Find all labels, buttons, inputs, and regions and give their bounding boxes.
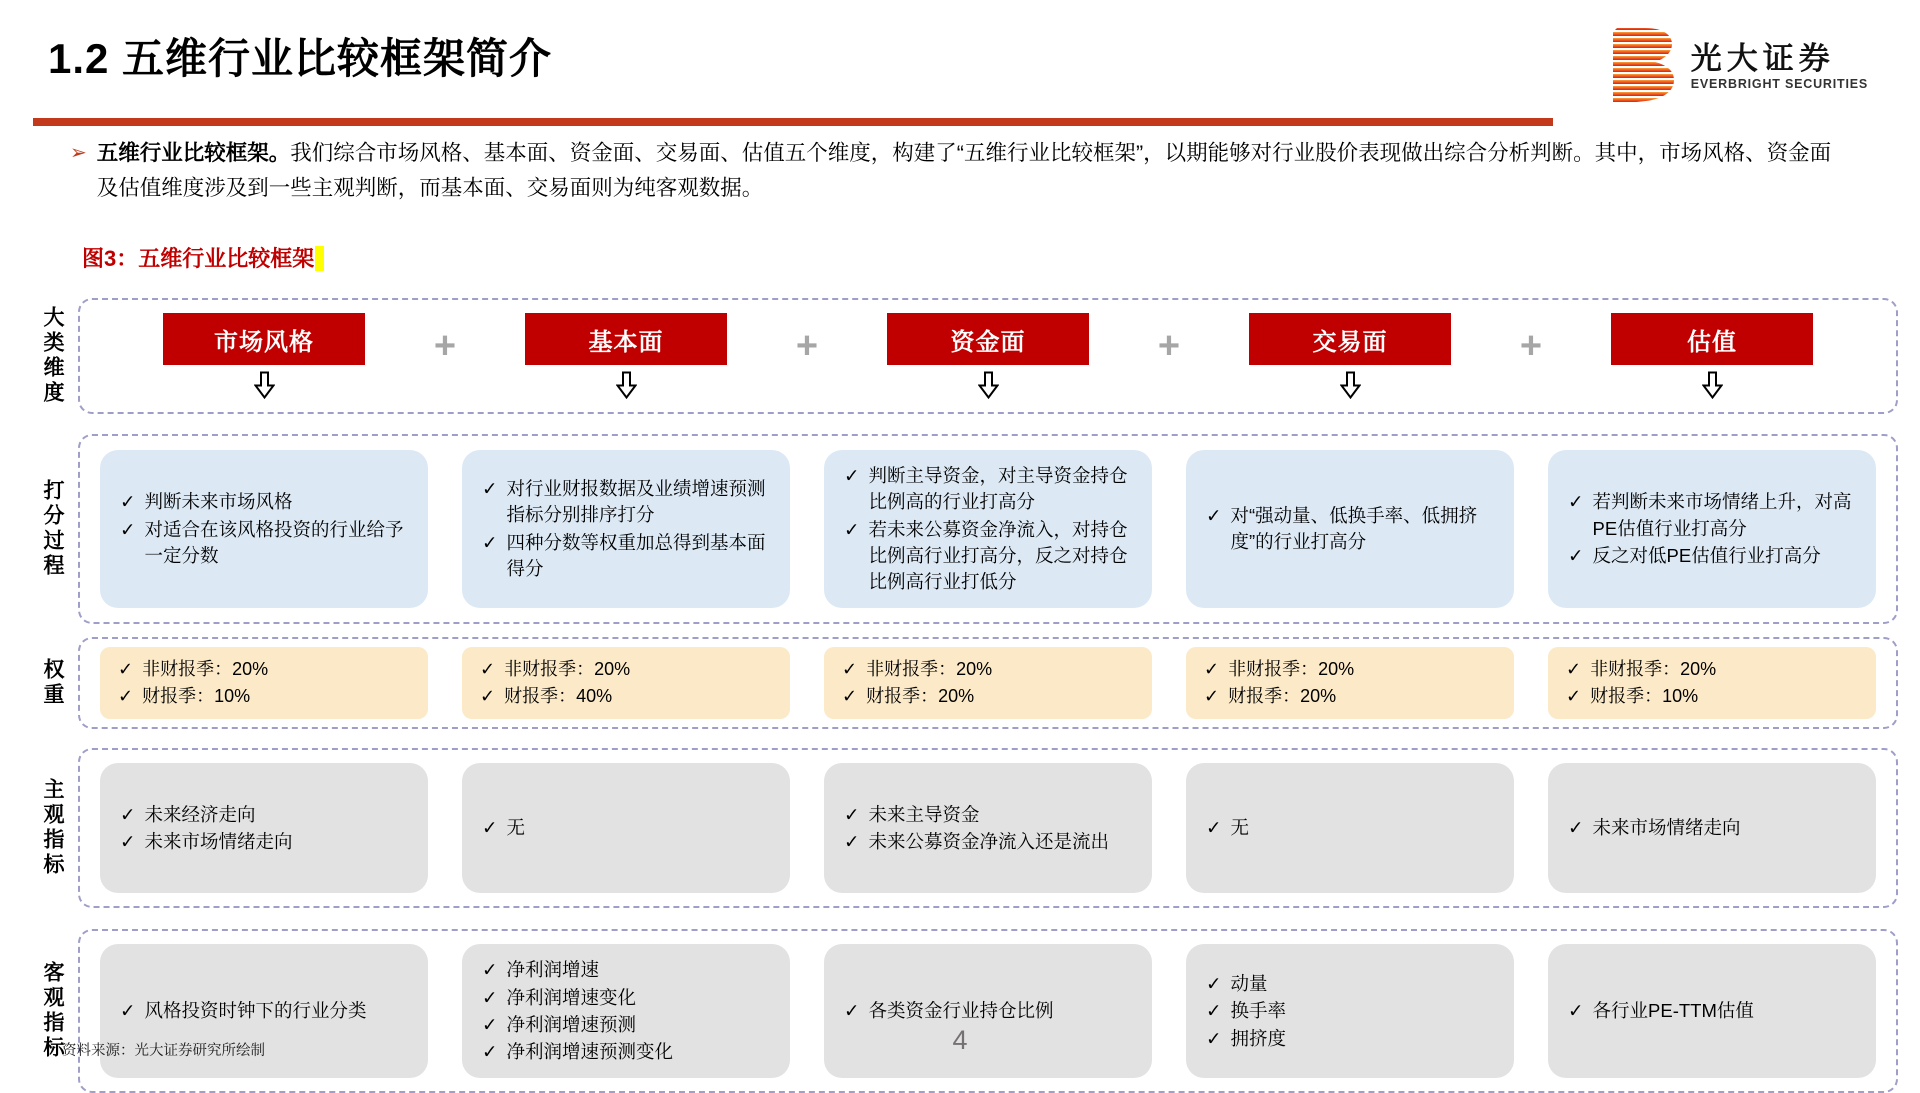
plus-separator: + (433, 325, 457, 367)
check-icon: ✓ (844, 465, 860, 486)
weight-item (842, 684, 1134, 710)
scoring-item (1568, 543, 1856, 569)
check-icon: ✓ (482, 478, 498, 500)
weight-card (1548, 647, 1876, 719)
check-icon: ✓ (1204, 685, 1220, 706)
subjective-list (1206, 814, 1494, 842)
weight-card (462, 647, 790, 719)
weight-container (78, 637, 1898, 729)
subjective-item (844, 829, 1132, 855)
scoring-card (1186, 450, 1514, 608)
weight-item (1566, 657, 1858, 683)
objective-list (1568, 997, 1856, 1025)
objective-text: 换手率 (1230, 1000, 1287, 1022)
figure-caption-text: 图3：五维行业比较框架 (82, 246, 315, 271)
dimension-cell (100, 313, 428, 404)
dimension-cell (433, 313, 790, 404)
subjective-item (120, 829, 408, 855)
row-label-scoring: 打分过程 (41, 479, 64, 580)
check-icon: ✓ (480, 659, 496, 680)
scoring-text: 对行业财报数据及业绩增速预测指标分别排序打分 (506, 478, 766, 526)
check-icon: ✓ (1206, 973, 1222, 995)
scoring-item (844, 517, 1132, 596)
plus-separator: + (1519, 325, 1543, 367)
check-icon: ✓ (1566, 659, 1582, 680)
objective-item (844, 998, 1132, 1024)
weight-text: 非财报季：20% (866, 659, 993, 680)
objective-text: 净利润增速预测 (506, 1013, 637, 1035)
check-icon: ✓ (1206, 1000, 1222, 1022)
objective-card (462, 944, 790, 1078)
subjective-text: 未来市场情绪走向 (1592, 817, 1741, 839)
down-arrow-icon (978, 371, 999, 404)
scoring-item (844, 463, 1132, 516)
check-icon: ✓ (120, 518, 136, 540)
check-icon: ✓ (120, 803, 136, 825)
check-icon: ✓ (842, 659, 858, 680)
dimension-cell (795, 313, 1152, 404)
objective-list (120, 997, 408, 1025)
weight-text: 非财报季：20% (1590, 659, 1717, 680)
plus-separator: + (795, 325, 819, 367)
weight-text: 财报季：10% (142, 685, 251, 706)
check-icon: ✓ (120, 1000, 136, 1022)
subjective-card (100, 763, 428, 893)
subjective-item (1206, 815, 1494, 841)
subjective-text: 未来市场情绪走向 (144, 830, 293, 852)
dimension-header: 交易面 (1249, 313, 1451, 365)
weight-list (480, 656, 772, 710)
weight-item (480, 657, 772, 683)
scoring-text: 若判断未来市场情绪上升，对高PE估值行业打高分 (1592, 491, 1852, 539)
dimension-header: 估值 (1611, 313, 1813, 365)
scoring-text: 对适合在该风格投资的行业给予一定分数 (144, 518, 404, 566)
check-icon: ✓ (1206, 1027, 1222, 1049)
weight-list (842, 656, 1134, 710)
page-number: 4 (952, 1025, 968, 1055)
subjective-item (1568, 815, 1856, 841)
weight-item (118, 657, 410, 683)
down-arrow-icon (254, 371, 275, 404)
scoring-card (100, 450, 428, 608)
framework-diagram (26, 298, 1898, 1093)
weight-item (842, 657, 1134, 683)
check-icon: ✓ (1568, 491, 1584, 513)
scoring-list (1568, 488, 1856, 570)
check-icon: ✓ (844, 518, 860, 540)
check-icon: ✓ (1566, 685, 1582, 706)
check-icon: ✓ (1204, 659, 1220, 680)
check-icon: ✓ (482, 1041, 498, 1063)
scoring-list (482, 475, 770, 583)
scoring-text: 若未来公募资金净流入，对持仓比例高行业打高分，反之对持仓比例高行业打低分 (868, 518, 1128, 593)
scoring-card (462, 450, 790, 608)
objective-text: 净利润增速 (506, 959, 600, 981)
weight-card (100, 647, 428, 719)
objective-card (1186, 944, 1514, 1078)
row-scoring (26, 434, 1898, 624)
row-label-dimensions: 大类维度 (41, 306, 64, 406)
objective-card (824, 944, 1152, 1078)
scoring-item (1206, 503, 1494, 556)
page-title: 1.2 五维行业比较框架简介 (48, 35, 553, 82)
objective-text: 净利润增速变化 (506, 986, 637, 1008)
check-icon: ✓ (120, 491, 136, 513)
objective-text: 各行业PE-TTM估值 (1592, 1000, 1754, 1022)
row-objective (26, 929, 1898, 1093)
down-arrow-icon (1340, 371, 1361, 404)
weight-item (1566, 684, 1858, 710)
intro-lead: 五维行业比较框架。 (96, 141, 291, 165)
weight-item (480, 684, 772, 710)
row-label-weight: 权重 (41, 658, 64, 709)
scoring-container (78, 434, 1898, 624)
objective-item (1206, 998, 1494, 1024)
check-icon: ✓ (1206, 817, 1222, 839)
bullet-arrow-icon: ➢ (70, 142, 87, 164)
objective-item (120, 998, 408, 1024)
subjective-container (78, 748, 1898, 908)
subjective-item (844, 802, 1132, 828)
subjective-text: 未来主导资金 (868, 803, 980, 825)
check-icon: ✓ (1206, 504, 1222, 526)
title-underline (33, 118, 1553, 126)
scoring-text: 判断未来市场风格 (144, 491, 293, 513)
scoring-text: 对“强动量、低换手率、低拥挤度”的行业打高分 (1230, 504, 1478, 553)
subjective-list (844, 801, 1132, 857)
check-icon: ✓ (120, 830, 136, 852)
row-label-objective: 客观指标 (41, 961, 64, 1062)
check-icon: ✓ (844, 1000, 860, 1022)
weight-list (1204, 656, 1496, 710)
scoring-text: 反之对低PE估值行业打高分 (1592, 544, 1821, 566)
company-logo (1611, 26, 1868, 106)
check-icon: ✓ (1568, 544, 1584, 566)
subjective-list (120, 801, 408, 857)
objective-item (482, 985, 770, 1011)
scoring-list (120, 488, 408, 570)
dimension-cell (1157, 313, 1514, 404)
objective-text: 净利润增速预测变化 (506, 1041, 674, 1063)
objective-item (1568, 998, 1856, 1024)
logo-name-cn: 光大证券 (1690, 41, 1835, 77)
subjective-list (482, 814, 770, 842)
subjective-text: 未来公募资金净流入还是流出 (868, 830, 1110, 852)
weight-item (1204, 657, 1496, 683)
subjective-text: 未来经济走向 (144, 803, 256, 825)
check-icon: ✓ (482, 986, 498, 1008)
scoring-list (844, 462, 1132, 596)
scoring-item (1568, 489, 1856, 542)
scoring-card (1548, 450, 1876, 608)
weight-list (1566, 656, 1858, 710)
plus-separator: + (1157, 325, 1181, 367)
check-icon: ✓ (1568, 1000, 1584, 1022)
objective-text: 各类资金行业持仓比例 (868, 1000, 1054, 1022)
subjective-text: 无 (1230, 817, 1250, 839)
check-icon: ✓ (1568, 817, 1584, 839)
objective-list (844, 997, 1132, 1025)
subjective-item (482, 815, 770, 841)
scoring-card (824, 450, 1152, 608)
scoring-item (120, 489, 408, 515)
subjective-card (824, 763, 1152, 893)
objective-item (1206, 971, 1494, 997)
dimension-header: 基本面 (525, 313, 727, 365)
weight-text: 财报季：20% (866, 685, 975, 706)
check-icon: ✓ (480, 685, 496, 706)
subjective-text: 无 (506, 817, 526, 839)
scoring-text: 四种分数等权重加总得到基本面得分 (506, 531, 766, 579)
scoring-item (482, 530, 770, 583)
weight-text: 财报季：10% (1590, 685, 1699, 706)
check-icon: ✓ (118, 659, 134, 680)
weight-list (118, 656, 410, 710)
subjective-item (120, 802, 408, 828)
check-icon: ✓ (482, 959, 498, 981)
dimension-cell (1519, 313, 1876, 404)
row-subjective (26, 748, 1898, 908)
row-label-subjective: 主观指标 (41, 778, 64, 879)
objective-text: 风格投资时钟下的行业分类 (144, 1000, 367, 1022)
down-arrow-icon (1702, 371, 1723, 404)
check-icon: ✓ (844, 803, 860, 825)
highlight-mark (315, 246, 324, 271)
weight-item (118, 684, 410, 710)
objective-container (78, 929, 1898, 1093)
check-icon: ✓ (482, 531, 498, 553)
check-icon: ✓ (844, 830, 860, 852)
scoring-item (482, 476, 770, 529)
intro-paragraph (70, 136, 1840, 206)
check-icon: ✓ (482, 817, 498, 839)
dimension-header: 市场风格 (163, 313, 365, 365)
weight-text: 非财报季：20% (504, 659, 631, 680)
scoring-text: 判断主导资金，对主导资金持仓比例高的行业打高分 (868, 465, 1128, 513)
row-dimensions (26, 298, 1898, 414)
check-icon: ✓ (482, 1013, 498, 1035)
weight-card (824, 647, 1152, 719)
source-note: 资料来源：光大证券研究所绘制 (62, 1043, 265, 1059)
dimension-header: 资金面 (887, 313, 1089, 365)
check-icon: ✓ (842, 685, 858, 706)
everbright-logo-icon (1611, 26, 1677, 106)
weight-item (1204, 684, 1496, 710)
objective-item (482, 957, 770, 983)
scoring-list (1206, 502, 1494, 557)
objective-card (1548, 944, 1876, 1078)
scoring-item (120, 517, 408, 570)
row-weight (26, 637, 1898, 729)
subjective-card (462, 763, 790, 893)
weight-text: 非财报季：20% (1228, 659, 1355, 680)
figure-caption (82, 242, 324, 273)
subjective-card (1548, 763, 1876, 893)
intro-text (97, 136, 1840, 206)
weight-text: 财报季：20% (1228, 685, 1337, 706)
subjective-list (1568, 814, 1856, 842)
logo-name-en: EVERBRIGHT SECURITIES (1690, 76, 1868, 91)
weight-text: 非财报季：20% (142, 659, 269, 680)
dimensions-container (78, 298, 1898, 414)
down-arrow-icon (616, 371, 637, 404)
subjective-card (1186, 763, 1514, 893)
weight-card (1186, 647, 1514, 719)
objective-text: 拥挤度 (1230, 1027, 1287, 1049)
weight-text: 财报季：40% (504, 685, 613, 706)
check-icon: ✓ (118, 685, 134, 706)
intro-body: 我们综合市场风格、基本面、资金面、交易面、估值五个维度，构建了“五维行业比较框架”，以期能够对行业股价表现做出综合分析判断。其中，市场风格、资金面及估值维度涉及到一些主观判断，而基本面、交易面则为纯客观数据。 (96, 141, 1832, 200)
objective-text: 动量 (1230, 973, 1268, 995)
